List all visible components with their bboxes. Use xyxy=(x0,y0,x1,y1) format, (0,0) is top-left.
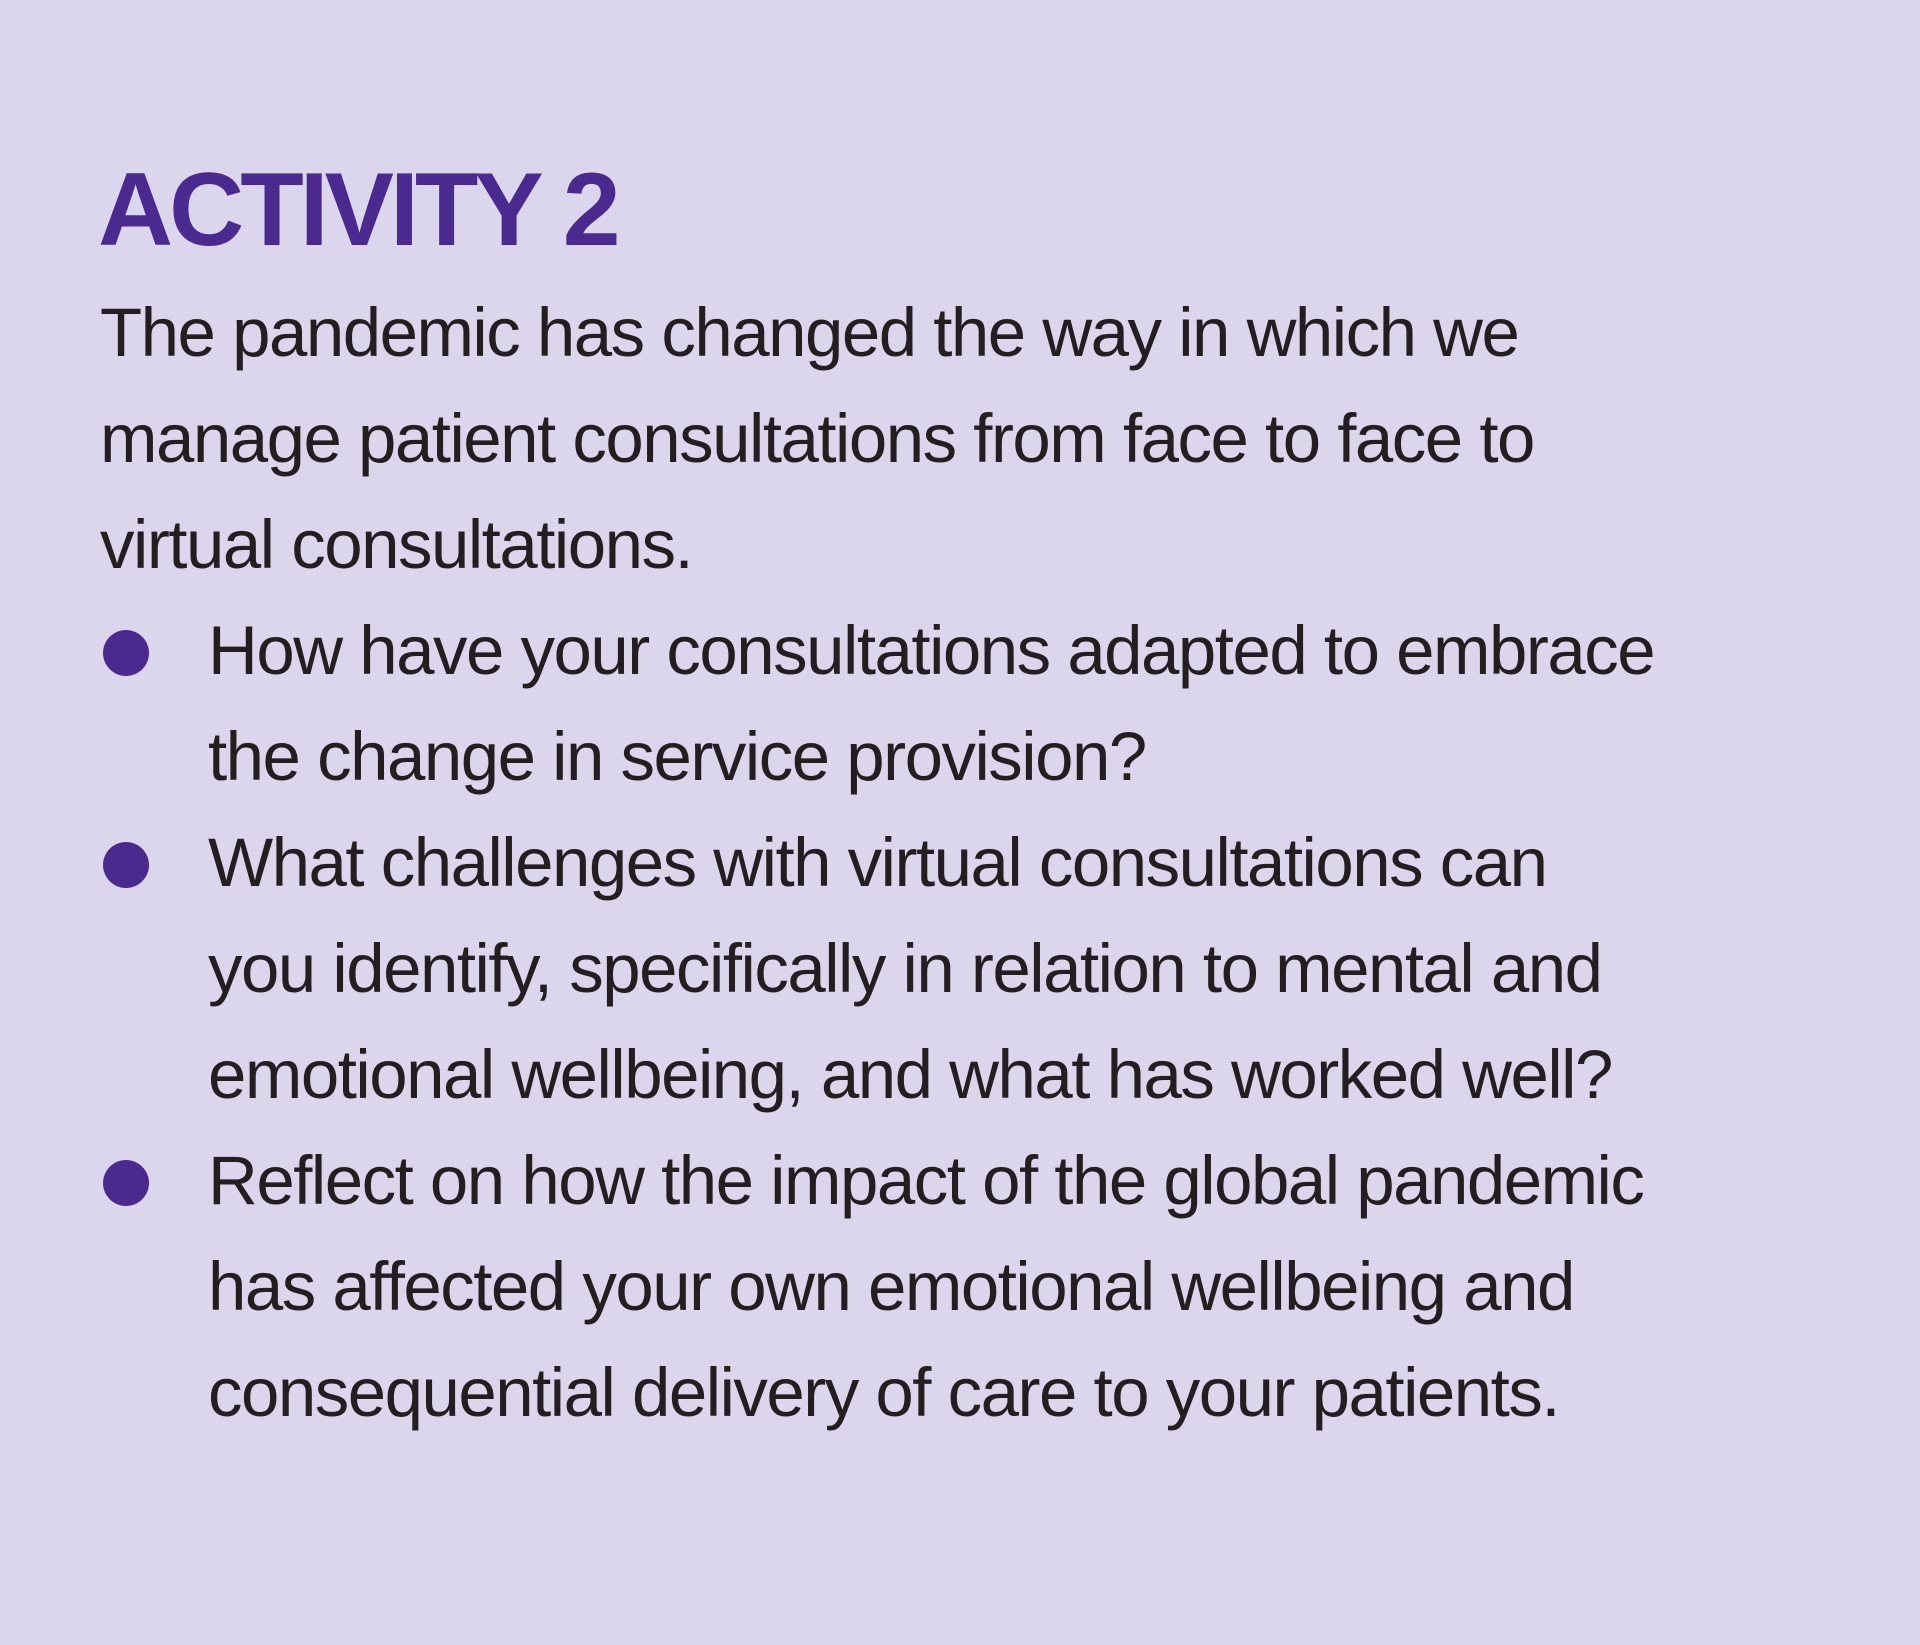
intro-line: manage patient consultations from face to face to xyxy=(100,400,1534,477)
bullet-dot-icon xyxy=(103,630,149,676)
intro-line: virtual consultations. xyxy=(100,506,693,583)
question-line: has affected your own emotional wellbeing and xyxy=(208,1248,1574,1325)
intro-line: The pandemic has changed the way in which we xyxy=(100,294,1519,371)
question-line: the change in service provision? xyxy=(208,718,1146,795)
question-line: emotional wellbeing, and what has worked well? xyxy=(208,1036,1612,1113)
question-item xyxy=(100,1128,1820,1446)
question-line: you identify, specifically in relation to mental and xyxy=(208,930,1602,1007)
question-item xyxy=(100,810,1820,1128)
question-line: consequential delivery of care to your patients. xyxy=(208,1354,1559,1431)
activity-heading: ACTIVITY 2 xyxy=(98,152,617,268)
question-item xyxy=(100,598,1820,810)
bullet-dot-icon xyxy=(103,842,149,888)
question-line: What challenges with virtual consultations can xyxy=(208,824,1547,901)
bullet-dot-icon xyxy=(103,1160,149,1206)
question-line: Reflect on how the impact of the global pandemic xyxy=(208,1142,1644,1219)
activity-intro xyxy=(100,280,1800,598)
question-line: How have your consultations adapted to embrace xyxy=(208,612,1655,689)
question-list xyxy=(100,598,1820,1446)
